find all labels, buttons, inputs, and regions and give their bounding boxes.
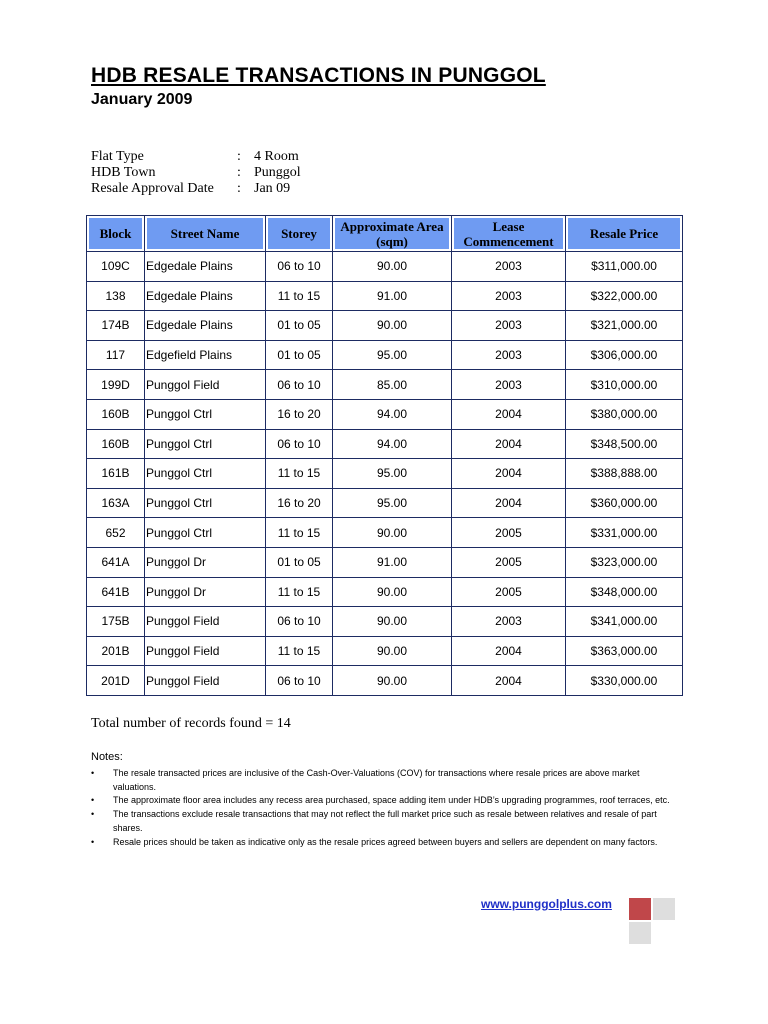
table-row — [87, 281, 683, 311]
cell-area: 95.00 — [333, 340, 452, 370]
cell-storey: 11 to 15 — [266, 636, 333, 666]
cell-lease: 2003 — [452, 281, 566, 311]
note-text: The transactions exclude resale transactions that may not reflect the full market price such as resale between relatives and resale of part shares. — [113, 809, 657, 833]
cell-storey: 11 to 15 — [266, 459, 333, 489]
criteria-label: Resale Approval Date — [91, 181, 214, 196]
table-row — [87, 547, 683, 577]
table-row — [87, 459, 683, 489]
cell-storey: 01 to 05 — [266, 311, 333, 341]
cell-lease: 2004 — [452, 459, 566, 489]
cell-lease: 2004 — [452, 429, 566, 459]
criteria-separator: : — [237, 165, 241, 180]
page-title: HDB RESALE TRANSACTIONS IN PUNGGOL — [91, 64, 546, 87]
cell-resale-price: $323,000.00 — [566, 547, 683, 577]
cell-storey: 01 to 05 — [266, 340, 333, 370]
criteria-flat-type — [91, 149, 391, 165]
table-row — [87, 340, 683, 370]
cell-area: 91.00 — [333, 281, 452, 311]
cell-lease: 2004 — [452, 666, 566, 696]
cell-resale-price: $306,000.00 — [566, 340, 683, 370]
cell-storey: 06 to 10 — [266, 666, 333, 696]
cell-street-name: Edgedale Plains — [145, 252, 266, 282]
header-lease: Lease Commencement — [452, 216, 566, 252]
cell-area: 95.00 — [333, 488, 452, 518]
cell-storey: 11 to 15 — [266, 518, 333, 548]
bullet-icon: • — [91, 795, 95, 806]
note-item — [91, 794, 683, 808]
table-row — [87, 429, 683, 459]
cell-street-name: Punggol Field — [145, 370, 266, 400]
footer-website-link[interactable]: www.punggolplus.com — [481, 897, 612, 911]
criteria-label: Flat Type — [91, 149, 144, 164]
table-header-row — [87, 216, 683, 252]
cell-block: 161B — [87, 459, 145, 489]
header-storey: Storey — [266, 216, 333, 252]
cell-lease: 2003 — [452, 607, 566, 637]
cell-storey: 06 to 10 — [266, 370, 333, 400]
cell-block: 160B — [87, 399, 145, 429]
cell-resale-price: $348,500.00 — [566, 429, 683, 459]
cell-street-name: Punggol Ctrl — [145, 518, 266, 548]
cell-resale-price: $311,000.00 — [566, 252, 683, 282]
cell-block: 199D — [87, 370, 145, 400]
note-item — [91, 808, 683, 835]
cell-block: 138 — [87, 281, 145, 311]
total-records: Total number of records found = 14 — [91, 716, 291, 731]
cell-block: 174B — [87, 311, 145, 341]
table-row — [87, 607, 683, 637]
cell-lease: 2004 — [452, 636, 566, 666]
cell-block: 109C — [87, 252, 145, 282]
criteria-value: Jan 09 — [254, 181, 291, 196]
table-body — [87, 252, 683, 696]
cell-block: 201D — [87, 666, 145, 696]
logo-square-grey-icon — [629, 922, 651, 944]
criteria-separator: : — [237, 181, 241, 196]
cell-lease: 2003 — [452, 340, 566, 370]
cell-area: 90.00 — [333, 577, 452, 607]
cell-block: 160B — [87, 429, 145, 459]
cell-storey: 11 to 15 — [266, 281, 333, 311]
cell-block: 652 — [87, 518, 145, 548]
cell-resale-price: $310,000.00 — [566, 370, 683, 400]
criteria-block — [91, 149, 391, 197]
criteria-separator: : — [237, 149, 241, 164]
cell-resale-price: $348,000.00 — [566, 577, 683, 607]
cell-lease: 2003 — [452, 370, 566, 400]
cell-area: 85.00 — [333, 370, 452, 400]
cell-block: 117 — [87, 340, 145, 370]
cell-street-name: Edgedale Plains — [145, 311, 266, 341]
bullet-icon: • — [91, 768, 95, 778]
cell-resale-price: $363,000.00 — [566, 636, 683, 666]
bullet-icon: • — [91, 809, 95, 820]
notes-title: Notes: — [91, 751, 123, 763]
cell-storey: 06 to 10 — [266, 607, 333, 637]
cell-resale-price: $380,000.00 — [566, 399, 683, 429]
cell-area: 90.00 — [333, 636, 452, 666]
cell-street-name: Punggol Ctrl — [145, 459, 266, 489]
header-street-name: Street Name — [145, 216, 266, 252]
table-row — [87, 488, 683, 518]
note-item — [91, 767, 683, 794]
table-row — [87, 636, 683, 666]
cell-street-name: Punggol Ctrl — [145, 488, 266, 518]
header-block: Block — [87, 216, 145, 252]
cell-street-name: Punggol Field — [145, 636, 266, 666]
table-row — [87, 666, 683, 696]
cell-storey: 06 to 10 — [266, 429, 333, 459]
table-row — [87, 577, 683, 607]
cell-street-name: Punggol Dr — [145, 577, 266, 607]
table-row — [87, 311, 683, 341]
cell-lease: 2005 — [452, 518, 566, 548]
cell-resale-price: $388,888.00 — [566, 459, 683, 489]
bullet-icon: • — [91, 836, 95, 847]
cell-street-name: Punggol Dr — [145, 547, 266, 577]
cell-storey: 16 to 20 — [266, 399, 333, 429]
cell-area: 91.00 — [333, 547, 452, 577]
header-area: Approximate Area (sqm) — [333, 216, 452, 252]
notes-list — [91, 767, 683, 849]
cell-lease: 2003 — [452, 252, 566, 282]
table-row — [87, 399, 683, 429]
cell-block: 175B — [87, 607, 145, 637]
cell-storey: 01 to 05 — [266, 547, 333, 577]
cell-street-name: Punggol Field — [145, 607, 266, 637]
cell-lease: 2005 — [452, 577, 566, 607]
cell-storey: 06 to 10 — [266, 252, 333, 282]
cell-resale-price: $331,000.00 — [566, 518, 683, 548]
criteria-value: Punggol — [254, 165, 301, 180]
cell-lease: 2004 — [452, 488, 566, 518]
criteria-approval-date — [91, 181, 391, 197]
cell-resale-price: $330,000.00 — [566, 666, 683, 696]
cell-area: 90.00 — [333, 518, 452, 548]
cell-area: 94.00 — [333, 429, 452, 459]
note-text: The resale transacted prices are inclusive of the Cash-Over-Valuations (COV) for transactions where resale prices are above market valuations. — [113, 768, 640, 792]
cell-street-name: Punggol Ctrl — [145, 399, 266, 429]
cell-resale-price: $360,000.00 — [566, 488, 683, 518]
cell-storey: 11 to 15 — [266, 577, 333, 607]
cell-resale-price: $321,000.00 — [566, 311, 683, 341]
criteria-value: 4 Room — [254, 149, 299, 164]
logo-square-red-icon — [629, 898, 651, 920]
cell-block: 641A — [87, 547, 145, 577]
note-item — [91, 836, 683, 850]
cell-block: 163A — [87, 488, 145, 518]
table-row — [87, 252, 683, 282]
cell-resale-price: $341,000.00 — [566, 607, 683, 637]
cell-area: 90.00 — [333, 607, 452, 637]
criteria-label: HDB Town — [91, 165, 156, 180]
table-row — [87, 518, 683, 548]
cell-street-name: Edgefield Plains — [145, 340, 266, 370]
note-text: Resale prices should be taken as indicative only as the resale prices agreed between buyers and sellers are dependent on many factors. — [113, 836, 658, 847]
cell-street-name: Punggol Ctrl — [145, 429, 266, 459]
cell-block: 641B — [87, 577, 145, 607]
cell-area: 90.00 — [333, 252, 452, 282]
cell-lease: 2003 — [452, 311, 566, 341]
cell-lease: 2004 — [452, 399, 566, 429]
logo-square-grey-icon — [653, 898, 675, 920]
cell-street-name: Punggol Field — [145, 666, 266, 696]
header-resale-price: Resale Price — [566, 216, 683, 252]
cell-area: 90.00 — [333, 311, 452, 341]
cell-street-name: Edgedale Plains — [145, 281, 266, 311]
transactions-table-wrapper — [86, 215, 682, 696]
table-row — [87, 370, 683, 400]
transactions-table — [86, 215, 683, 696]
cell-area: 95.00 — [333, 459, 452, 489]
note-text: The approximate floor area includes any recess area purchased, space adding item under HDB’s upgrading programmes, roof terraces, etc. — [113, 795, 670, 806]
cell-resale-price: $322,000.00 — [566, 281, 683, 311]
cell-area: 94.00 — [333, 399, 452, 429]
cell-area: 90.00 — [333, 666, 452, 696]
page-subtitle: January 2009 — [91, 91, 193, 108]
cell-lease: 2005 — [452, 547, 566, 577]
criteria-hdb-town — [91, 165, 391, 181]
cell-block: 201B — [87, 636, 145, 666]
cell-storey: 16 to 20 — [266, 488, 333, 518]
